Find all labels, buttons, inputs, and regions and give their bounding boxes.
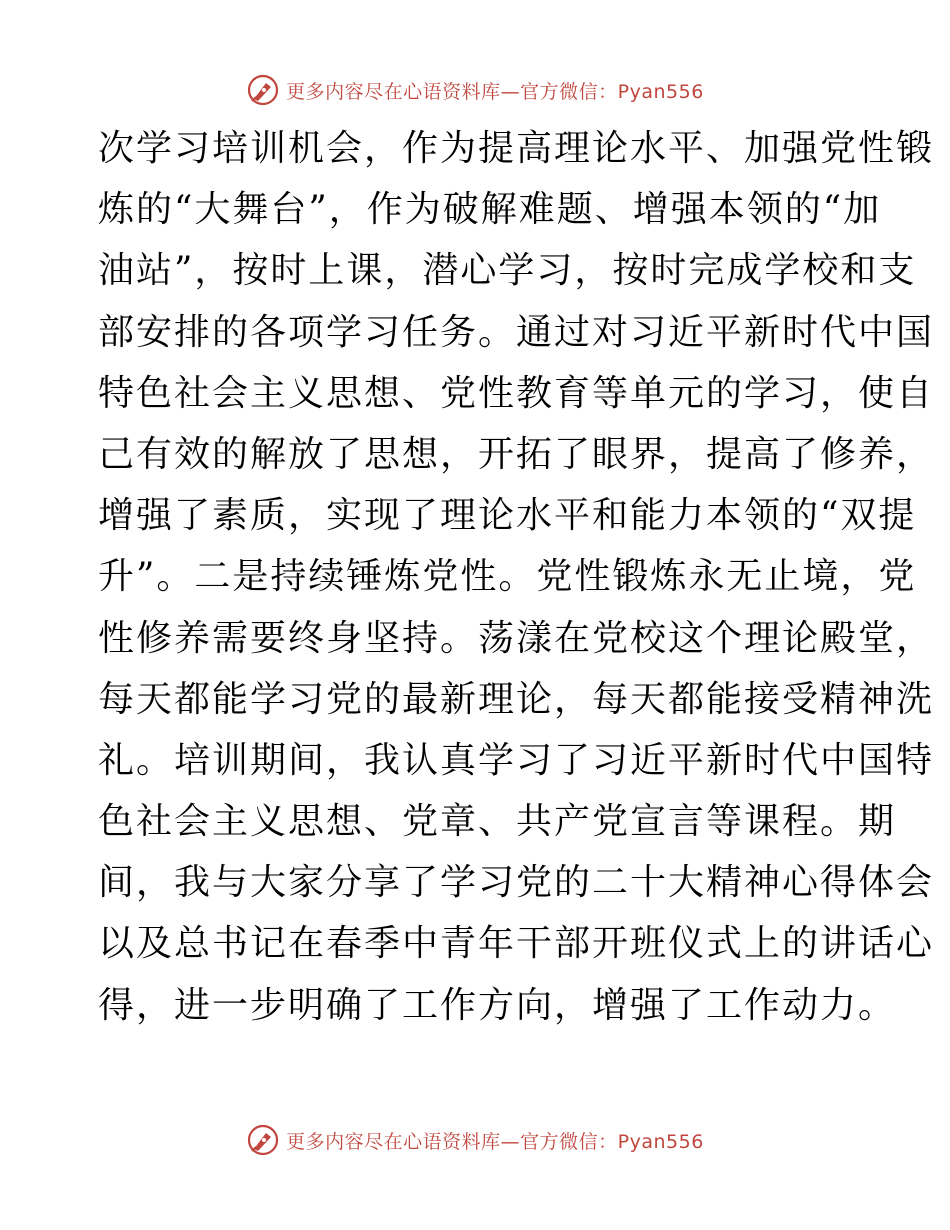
text-line: 间，我与大家分享了学习党的二十大精神心得体会 (98, 862, 935, 904)
text-line: 次学习培训机会，作为提高理论水平、加强党性锻 (98, 128, 935, 169)
text-line: 己有效的解放了思想，开拓了眼界，提高了修养， (98, 433, 935, 475)
header-watermark (0, 70, 950, 110)
text-line: 部安排的各项学习任务。通过对习近平新时代中国 (98, 311, 935, 353)
text-line: 色社会主义思想、党章、共产党宣言等课程。期 (98, 801, 897, 843)
header-watermark-text: 更多内容尽在心语资料库—官方微信：Pyan556 (286, 80, 704, 103)
text-line: 得，进一步明确了工作方向，增强了工作动力。 (98, 984, 897, 1026)
footer-watermark (0, 1120, 950, 1160)
text-line: 特色社会主义思想、党性教育等单元的学习，使自 (98, 372, 935, 414)
text-line: 炼的“大舞台”，作为破解难题、增强本领的“加 (98, 189, 882, 231)
text-line: 性修养需要终身坚持。荡漾在党校这个理论殿堂， (98, 617, 935, 659)
pen-nib-logo-icon (246, 1123, 280, 1157)
footer-watermark-text: 更多内容尽在心语资料库—官方微信：Pyan556 (286, 1130, 704, 1153)
text-line: 增强了素质，实现了理论水平和能力本领的“双提 (98, 495, 917, 537)
text-line: 升”。二是持续锤炼党性。党性锻炼永无止境，党 (98, 556, 917, 598)
text-line: 每天都能学习党的最新理论，每天都能接受精神洗 (98, 678, 935, 720)
text-line: 礼。培训期间，我认真学习了习近平新时代中国特 (98, 739, 935, 781)
text-line: 以及总书记在春季中青年干部开班仪式上的讲话心 (98, 923, 935, 965)
document-body (98, 118, 935, 1036)
text-line: 油站”，按时上课，潜心学习，按时完成学校和支 (98, 250, 917, 292)
pen-nib-logo-icon (246, 73, 280, 107)
